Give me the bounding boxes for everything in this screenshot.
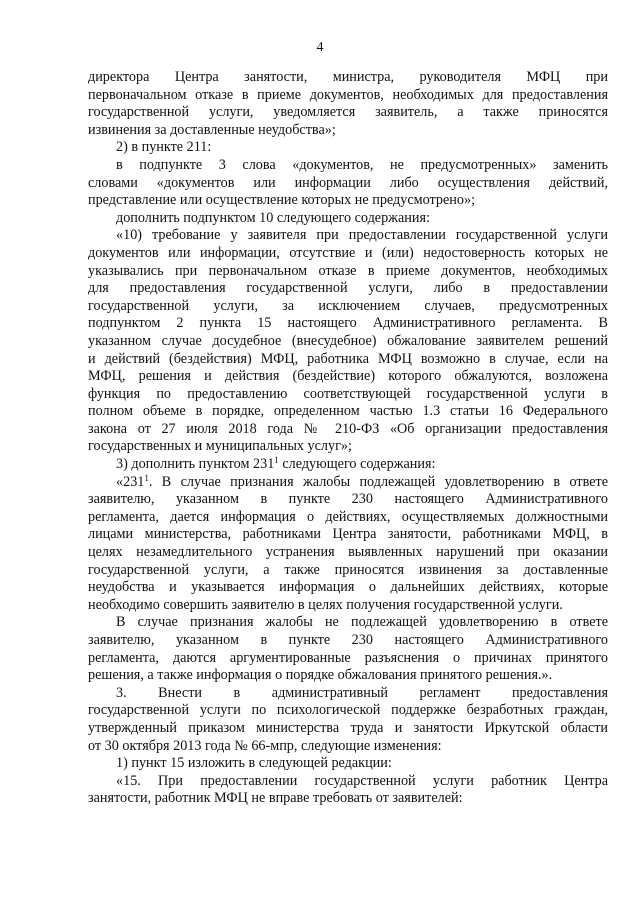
text-line: государственной услуги, а также приносятся извинения за доставленные bbox=[88, 561, 608, 578]
text-line: лицами министерства, работниками Центра занятости, работниками МФЦ, в bbox=[88, 526, 608, 543]
text-line: государственной услуги по психологической поддержке безработных граждан, bbox=[88, 702, 608, 719]
text-line: извинения за доставленные неудобства»; bbox=[88, 121, 336, 138]
text-line: необходимо совершить заявителю в целях получения государственной услуги. bbox=[88, 596, 563, 613]
text-line: функция по предоставлению соответствующей государственной услуги в bbox=[88, 385, 608, 402]
text-line: представление или осуществление которых не предусмотрено»; bbox=[88, 192, 476, 209]
text-line: для предоставления государственной услуги, либо в предоставлении bbox=[88, 280, 608, 297]
text-line: словами «документов или информации либо осуществления действий, bbox=[88, 174, 608, 191]
text-line: 3) дополнить пунктом $231^1$ следующего содержания: bbox=[116, 455, 436, 473]
text-line: закона от 27 июля 2018 года № 210-ФЗ «Об организации предоставления bbox=[88, 420, 608, 437]
text-line: указывались при первоначальном отказе в приеме документов, необходимых bbox=[88, 262, 608, 279]
text-line: государственной услуги, уведомляется заявитель, а также приносятся bbox=[88, 104, 608, 121]
text-line: 2) в пункте 211: bbox=[116, 139, 212, 156]
text-line: 1) пункт 15 изложить в следующей редакции: bbox=[116, 755, 392, 772]
text-line: целях незамедлительного устранения выявленных нарушений при оказании bbox=[88, 544, 608, 561]
text-line: полном объеме в порядке, определенном частью 1.3 статьи 16 Федерального bbox=[88, 403, 608, 420]
text-line: заявителю, указанном в пункте 230 настоящего Административного bbox=[88, 491, 608, 508]
text-line: от 30 октября 2013 года № 66-мпр, следующие изменения: bbox=[88, 737, 442, 754]
text-line: 3. Внести в административный регламент предоставления bbox=[116, 684, 608, 701]
text-line: документов или информации, отсутствие и (или) недостоверность которых не bbox=[88, 244, 608, 261]
superscript: 1 bbox=[144, 472, 149, 483]
text-line: дополнить подпунктом 10 следующего содержания: bbox=[116, 209, 430, 226]
text-line: указанном случае досудебное (внесудебное) обжалование заявителем решений bbox=[88, 332, 608, 349]
text-line: регламента, даются аргументированные разъяснения о причинах принятого bbox=[88, 649, 608, 666]
text-line: заявителю, указанном в пункте 230 настоящего Административного bbox=[88, 632, 608, 648]
text-line: государственных и муниципальных услуг»; bbox=[88, 438, 352, 455]
text-line: «10) требование у заявителя при предоставлении государственной услуги bbox=[116, 227, 608, 244]
text-line: решения, а также информация о порядке обжалования принятого решения.». bbox=[88, 667, 553, 684]
text-line: государственной услуги, за исключением случаев, предусмотренных bbox=[88, 297, 608, 314]
text-line: в подпункте 3 слова «документов, не предусмотренных» заменить bbox=[116, 156, 608, 173]
text-line: регламента, дается информация о действиях, осуществляемых должностными bbox=[88, 508, 608, 525]
document-body bbox=[88, 69, 608, 808]
text-line: МФЦ, решения и действия (бездействие) которого обжалуются, возложена bbox=[88, 368, 608, 385]
text-line: первоначальном отказе в приеме документов, необходимых для предоставления bbox=[88, 86, 608, 103]
text-line: и действий (бездействия) МФЦ, работника МФЦ возможно в случае, если на bbox=[88, 350, 608, 367]
text-line: «15. При предоставлении государственной услуги работник Центра bbox=[116, 772, 608, 789]
text-line: занятости, работник МФЦ не вправе требовать от заявителей: bbox=[88, 790, 463, 807]
text-line: директора Центра занятости, министра, руководителя МФЦ при bbox=[88, 69, 608, 85]
text-line: «$231^1$. В случае признания жалобы подлежащей удовлетворению в ответе bbox=[116, 472, 608, 490]
superscript: 1 bbox=[274, 455, 279, 466]
text-line: неудобства и указывается информация о дальнейших действиях, которые bbox=[88, 579, 608, 596]
text-line: подпунктом 2 пункта 15 настоящего Административного регламента. В bbox=[88, 315, 608, 332]
text-line: В случае признания жалобы не подлежащей удовлетворению в ответе bbox=[116, 614, 608, 631]
text-line: утвержденный приказом министерства труда и занятости Иркутской области bbox=[88, 719, 608, 736]
page-number: 4 bbox=[316, 40, 324, 55]
